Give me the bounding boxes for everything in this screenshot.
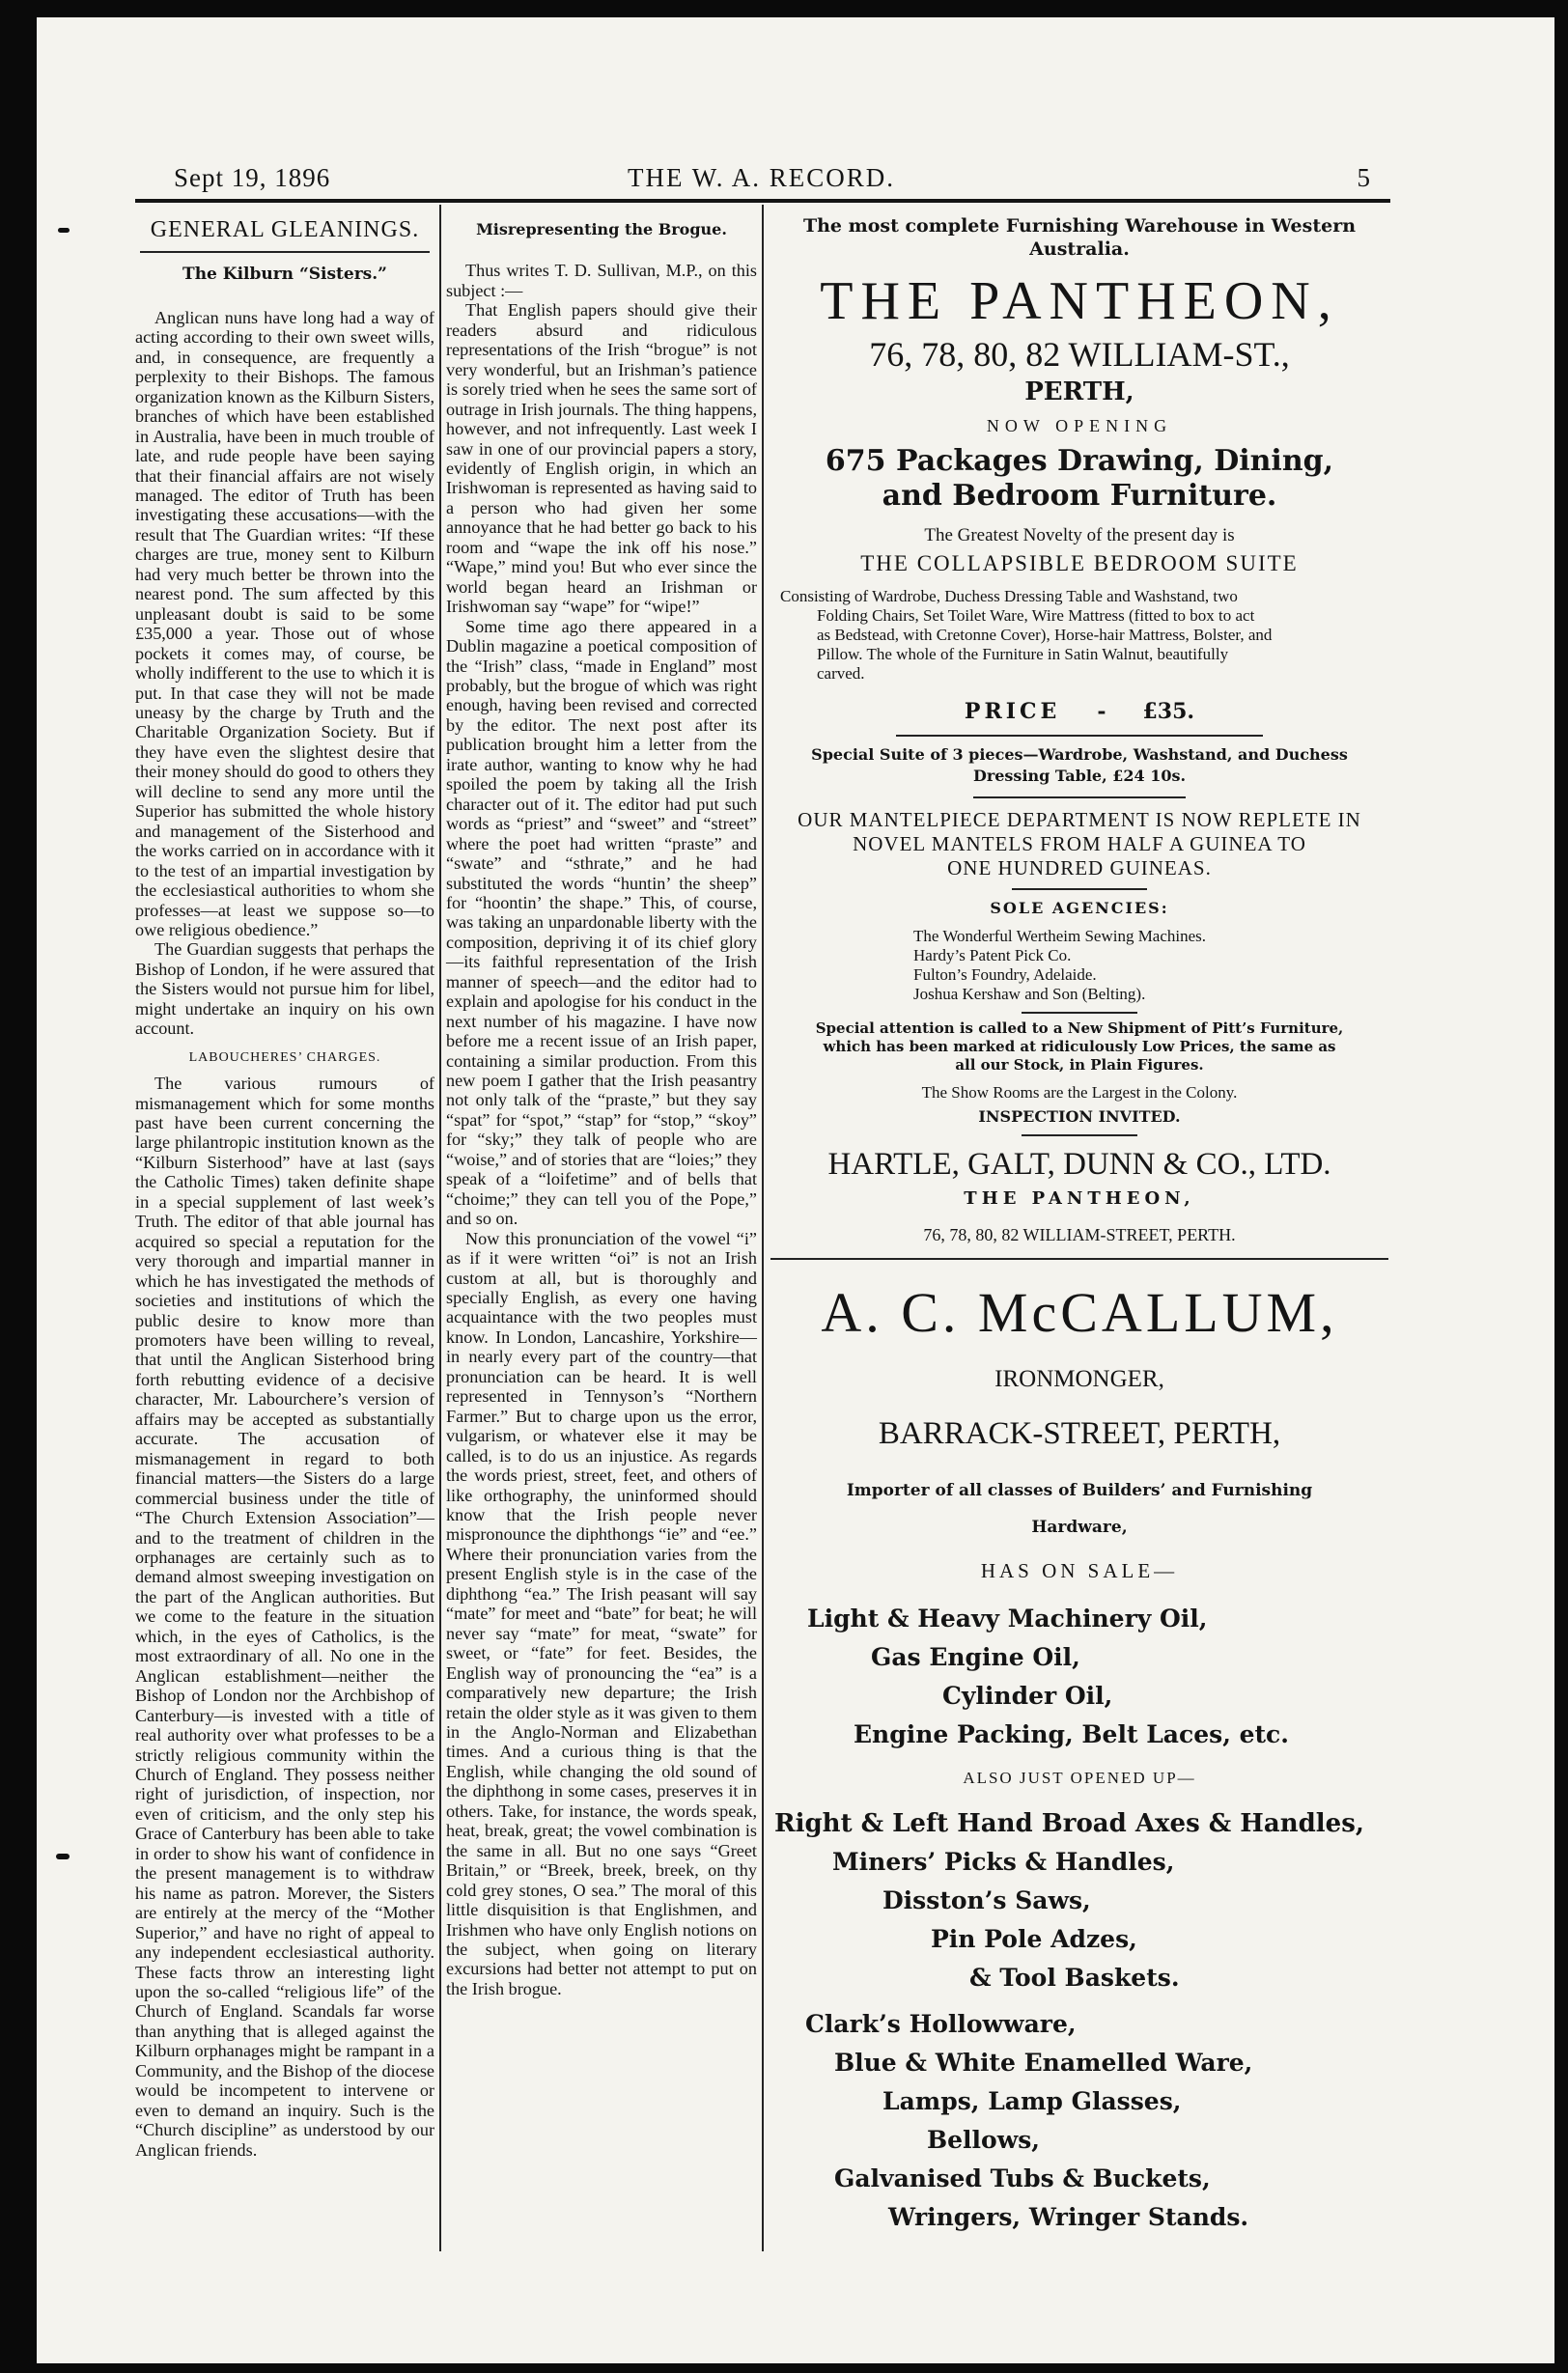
ad-agency: The Wonderful Wertheim Sewing Machines. xyxy=(913,927,1207,945)
ad-price xyxy=(769,697,1390,729)
column-rule xyxy=(762,205,764,2251)
ad-description-line: as Bedstead, with Cretonne Cover), Horse-hair Mattress, Bolster, and xyxy=(817,626,1273,644)
ad-suite: THE COLLAPSIBLE BEDROOM SUITE xyxy=(860,551,1299,575)
ad-tagline: The most complete Furnishing Warehouse in Western Australia. xyxy=(802,215,1357,260)
article-paragraph: Now this pronunciation of the vowel “i” as if it were written “oi” is not an Irish custom at all, but is thoroughly and specially English, as every one having acquaintance with the two peoples must know. In London, Lancashire, Yorkshire—in nearly every part of the country—that pronunciation can be heard. It is well represented in Tennyson’s “Northern Farmer.” But to charge upon us the error, vulgarism, or whatever else it may be called, is to do us an injustice. As regards the words priest, street, feet, and others of like orthography, the uninformed should know that the Irish people never mispronounce the diphthongs “ie” and “ee.” Where their pronunciation varies from the present English style is in the case of the diphthong “ea.” The Irish peasant will say “mate” for meet and “bate” for beat; he will never say “mate” for meat, “swate” for sweet, or “fate” for feet. Besides, the English way of pronouncing the “ea” is a comparatively new departure; the Irish retain the older style as it was given to them in the Anglo-Norman and Elizabethan times. And a curious thing is that the English, while changing the old sound of the diphthong in some cases, preserves it in others. Take, for instance, the words speak, heat, break, great; the vowel combination is the same in all. But no one says “Greet Britain,” or “Breek, breek, breek, on thy cold grey stones, O sea.” The moral of this little disquisition is that Englishmen, and Irishmen who have only English notions on the subject, when going on literary excursions had better not attempt to put on the Irish brogue. xyxy=(446,1228,757,1998)
ad-oil-item: Engine Packing, Belt Laces, etc. xyxy=(854,1720,1289,1748)
ad-tool-item: Right & Left Hand Broad Axes & Handles, xyxy=(774,1809,1364,1838)
ad-store-name: THE PANTHEON, xyxy=(820,271,1339,331)
ad-city: PERTH, xyxy=(1024,377,1134,406)
ad-description-line: Folding Chairs, Set Toilet Ware, Wire Mattress (fitted to box to act xyxy=(817,606,1255,625)
article-paragraph: Thus writes T. D. Sullivan, M.P., on this subject :— xyxy=(446,261,757,300)
ad-address: 76, 78, 80, 82 WILLIAM-ST., xyxy=(869,335,1290,374)
margin-mark xyxy=(56,1854,70,1859)
masthead-rule xyxy=(135,199,1390,203)
ad-special-suite: Dressing Table, £24 10s. xyxy=(972,767,1187,785)
ad-ware-item: Blue & White Enamelled Ware, xyxy=(834,2049,1253,2077)
ad-description-line: Pillow. The whole of the Furniture in Satin Walnut, beautifully xyxy=(817,645,1229,663)
article-paragraph: That English papers should give their readers absurd and ridiculous representations of the Irish “brogue” is not very wonderful, but an Irishman’s patience is sorely tried when he sees the same sort of outrage in Irish journals. The thing happens, however, and not infrequently. Last week I saw in one of our provincial papers a story, evidently of English origin, in which an Irishwoman is represented as having said to a person who had given her some annoyance that he had better go back to his room and “wape the ink off his nose.” “Wape,” mind you! But who ever since the world began heard an Irishman or Irishwoman say “wape” for “wipe!” xyxy=(446,300,757,617)
divider xyxy=(770,1258,1388,1260)
divider xyxy=(973,796,1186,798)
divider xyxy=(896,735,1263,737)
ad-firm-sub: THE PANTHEON, xyxy=(964,1188,1195,1209)
ad-special-attention: Special attention is called to a New Shipment of Pitt’s Furniture, xyxy=(815,1019,1344,1037)
column-brogue xyxy=(446,214,757,1998)
ad-novelty: The Greatest Novelty of the present day is xyxy=(924,525,1235,545)
ad-ware-item: Lamps, Lamp Glasses, xyxy=(882,2087,1182,2115)
article-paragraph: Some time ago there appeared in a Dublin magazine a poetical composition of the “Irish” class, “made in England” most probably, but the brogue of which was right enough, having been revised and corrected by the editor. The next post after its publication brought him a letter from the irate author, wanting to know why he had spoiled the poem by taking all the Irish character out of it. The editor had put such words as “priest” and “sweet” and “street” where the poet had written “praste” and “swate” and “sthrate,” and he had substituted the words “huntin’ the sheep” for “hoontin’ the shape.” This, of course, was taking an unpardonable liberty with the composition, depriving it of its chief glory—its faithful representation of the Irish manner of speech—and the editor had to explain and apologise for his conduct in the next number of his magazine. I have now before me a recent issue of an Irish paper, containing a similar production. From this new poem I gather that the Irish peasantry not only talk of the “praste,” but they say “spat” for “spot,” “stap” for “stop,” “skoy” for “sky;” they talk of people who are “woise,” and of stories that are “loies;” they speak of a “loifetime” and of bells that “choime;” they can tell you of the Pope,” and so on. xyxy=(446,616,757,1229)
ad-description-line: carved. xyxy=(817,664,865,683)
ad-oil-item: Light & Heavy Machinery Oil, xyxy=(807,1605,1208,1633)
ad-ware-item: Galvanised Tubs & Buckets, xyxy=(834,2164,1211,2192)
ad-ware-item: Clark’s Hollowware, xyxy=(805,2010,1077,2038)
ad-agencies xyxy=(769,927,1390,1004)
divider xyxy=(1022,1012,1137,1014)
column-general-gleanings xyxy=(135,214,434,2160)
ad-also: ALSO JUST OPENED UP— xyxy=(963,1769,1196,1787)
ad-agency: Hardy’s Patent Pick Co. xyxy=(913,946,1072,964)
ad-ware-item: Bellows, xyxy=(927,2126,1041,2154)
ad-tool-item: Pin Pole Adzes, xyxy=(931,1925,1137,1953)
ad-agencies-title: SOLE AGENCIES: xyxy=(990,899,1169,917)
ad-inspection: INSPECTION INVITED. xyxy=(978,1107,1181,1126)
ad-on-sale: HAS ON SALE— xyxy=(980,1559,1179,1582)
paper-title: THE W. A. RECORD. xyxy=(628,163,896,192)
ad-description xyxy=(769,587,1390,684)
article-title: The Kilburn “Sisters.” xyxy=(182,265,387,285)
ad-merchant-name: A. C. McCALLUM, xyxy=(821,1281,1338,1344)
article-title: LABOUCHERES’ CHARGES. xyxy=(188,1049,381,1065)
article-title: Misrepresenting the Brogue. xyxy=(476,220,727,238)
ad-importer: Importer of all classes of Builders’ and Furnishing xyxy=(846,1481,1313,1500)
section-title: GENERAL GLEANINGS. xyxy=(150,217,420,242)
ad-mantel: OUR MANTELPIECE DEPARTMENT IS NOW REPLETE IN xyxy=(798,808,1361,831)
ad-showrooms: The Show Rooms are the Largest in the Colony. xyxy=(921,1083,1238,1102)
ad-mantel: ONE HUNDRED GUINEAS. xyxy=(947,856,1212,879)
ad-oil-item: Gas Engine Oil, xyxy=(871,1643,1080,1671)
column-rule xyxy=(439,205,441,2251)
ad-trade: IRONMONGER, xyxy=(994,1366,1164,1392)
article-paragraph: Anglican nuns have long had a way of acting according to their own sweet wills, and, in consequence, are frequently a perplexity to their Bishops. The famous organization known as the Kilburn Sisters, branches of which have been established in Australia, have been in much trouble of late, and rude people have been saying that their financial affairs are not wisely managed. The editor of Truth has been investigating these accusations—with the result that The Guardian writes: “If these charges are true, money sent to Kilburn had very much better be thrown into the nearest pond. The sum affected by this unpleasant doubt is said to be some £35,000 a year. Those out of whose pockets it comes may, of course, be wholly indifferent to the use to which it is put. In that case they will not be made uneasy by the charge by Truth and the Charitable Organization Society. But if they have even the slightest desire that their money should do good to others they will decline to send any more until the Superior has submitted the whole history and management of the Sisterhood and the works carried on in accordance with it to the test of an impartial investigation by the ecclesiastical authorities to whom she professes—at least we suppose so—to owe religious obedience.” xyxy=(135,307,434,939)
ad-firm: HARTLE, GALT, DUNN & CO., LTD. xyxy=(827,1147,1331,1182)
ad-street: BARRACK-STREET, PERTH, xyxy=(878,1416,1281,1451)
divider xyxy=(1022,1134,1137,1136)
ad-agency: Joshua Kershaw and Son (Belting). xyxy=(913,985,1146,1003)
article-paragraph: The Guardian suggests that perhaps the Bishop of London, if he were assured that the Sisters would not pursue him for libel, might undertake an inquiry on his own account. xyxy=(135,939,434,1039)
ad-tool-item: & Tool Baskets. xyxy=(969,1964,1180,1992)
divider xyxy=(140,251,430,253)
ad-special-attention: all our Stock, in Plain Figures. xyxy=(955,1056,1204,1074)
ad-special-attention: which has been marked at ridiculously Low Prices, the same as xyxy=(823,1038,1336,1055)
ad-importer: Hardware, xyxy=(1031,1518,1128,1537)
ad-now-opening: NOW OPENING xyxy=(986,416,1173,435)
masthead xyxy=(135,157,1390,196)
mccallum-advertisement xyxy=(769,1281,1390,2237)
ad-price-dash: - xyxy=(1097,699,1106,724)
ad-tool-item: Miners’ Picks & Handles, xyxy=(832,1848,1175,1876)
ad-mantel: NOVEL MANTELS FROM HALF A GUINEA TO xyxy=(853,832,1306,855)
ad-oil-item: Cylinder Oil, xyxy=(942,1682,1113,1710)
ad-price-label: PRICE xyxy=(964,699,1061,724)
ad-price-value: £35. xyxy=(1142,699,1195,724)
ad-description-line: Consisting of Wardrobe, Duchess Dressing Table and Washstand, two xyxy=(780,587,1238,605)
ad-agency: Fulton’s Foundry, Adelaide. xyxy=(913,965,1097,984)
ad-tool-item: Disston’s Saws, xyxy=(882,1886,1091,1914)
ad-ware-item: Wringers, Wringer Stands. xyxy=(888,2203,1249,2231)
page-number: 5 xyxy=(1357,163,1371,192)
issue-date: Sept 19, 1896 xyxy=(174,163,331,192)
margin-mark xyxy=(58,228,70,233)
pantheon-advertisement xyxy=(769,214,1390,2237)
ad-firm-address: 76, 78, 80, 82 WILLIAM-STREET, PERTH. xyxy=(923,1225,1236,1244)
ad-headline: 675 Packages Drawing, Dining, and Bedroom Furniture. xyxy=(825,444,1334,513)
divider xyxy=(1012,888,1147,890)
article-paragraph: The various rumours of mismanagement which for some months past have been current concerning the large philantropic institution known as the “Kilburn Sisterhood” have at last (says the Catholic Times) taken definite shape in a special supplement of last week’s Truth. The editor of that able journal has acquired so special a reputation for the very thorough and impartial manner in which he has investigated the methods of societies and institutions of which the public desire to know more than promoters have been willing to reveal, that until the Anglican Sisterhood bring forth rebutting evidence of a decisive character, Mr. Labourchere’s version of affairs may be accepted as substantially accurate. The accusation of mismanagement in regard to both financial matters—the Sisters do a large commercial business under the title of “The Church Extension Association”—and to the treatment of children in the orphanages are certainly such as to demand almost sweeping investigation on the part of the Anglican authorities. But we come to the feature in the situation which, in the eyes of Catholics, is the most extraordinary of all. No one in the Anglican establishment—neither the Bishop of London nor the Archbishop of Canterbury—is invested with a title of real authority over what professes to be a strictly religious community within the Church of England. They possess neither right of jurisdiction, of inspection, nor even of criticism, and the only step his Grace of Canterbury has been able to take in order to show his want of confidence in the present management is to withdraw his name as patron. Morever, the Sisters are entirely at the mercy of the “Mother Superior,” and have no right of appeal to any independent ecclesiastical authority. These facts throw an interesting light upon the so-called “religious life” of the Church of England. Scandals far worse than anything that is alleged against the Kilburn orphanages might be rampant in a Community, and the Bishop of the diocese would be incompetent to intervene or even to demand an inquiry. Such is the “Church discipline” as understood by our Anglican friends. xyxy=(135,1074,434,2160)
ad-special-suite: Special Suite of 3 pieces—Wardrobe, Washstand, and Duchess xyxy=(811,745,1348,764)
